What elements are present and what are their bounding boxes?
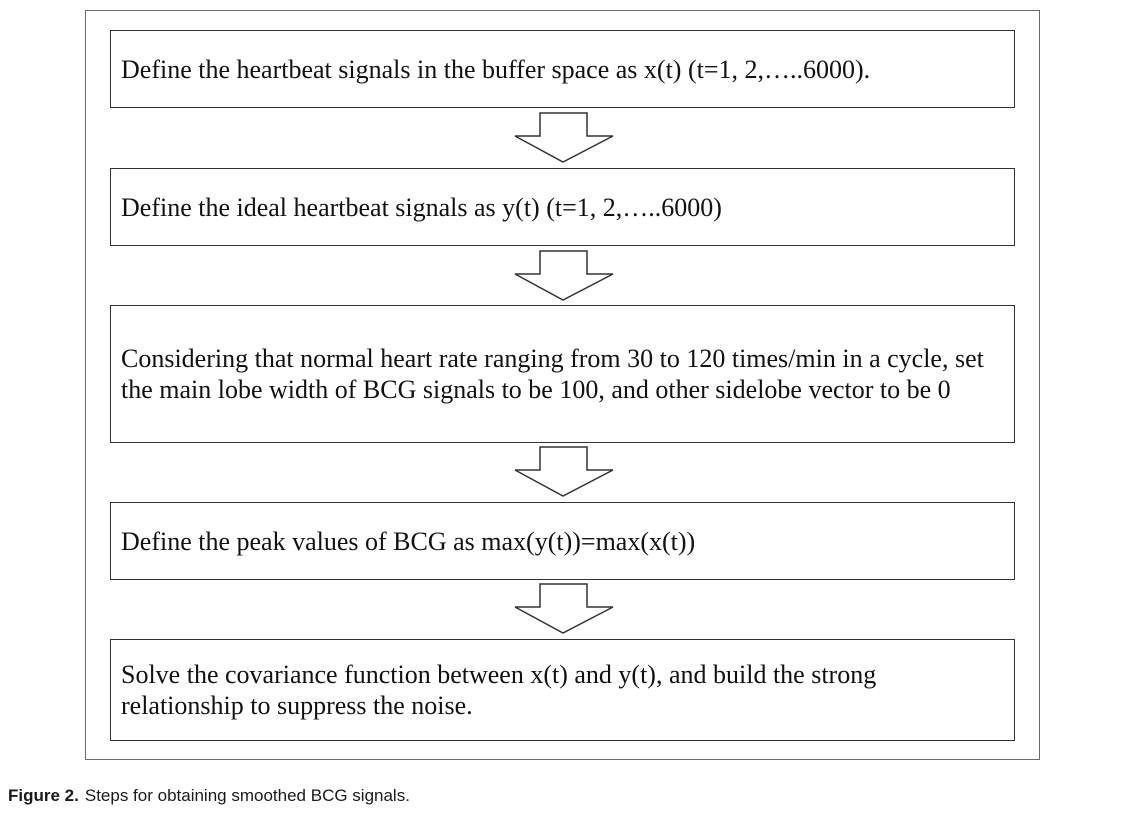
step-5-text: Solve the covariance function between x(t) and y(t), and build the strong relationship to suppress the noise. xyxy=(121,660,877,720)
step-3-box xyxy=(110,305,1015,443)
figure-caption-text: Steps for obtaining smoothed BCG signals. xyxy=(84,786,410,805)
figure-label: Figure 2. xyxy=(8,786,79,805)
figure-caption xyxy=(8,786,410,806)
step-5-box xyxy=(110,639,1015,741)
step-2-text: Define the ideal heartbeat signals as y(t) (t=1, 2,…..6000) xyxy=(121,192,722,222)
step-2-box xyxy=(110,168,1015,246)
step-1-box xyxy=(110,30,1015,108)
step-4-text: Define the peak values of BCG as max(y(t))=max(x(t)) xyxy=(121,526,696,556)
down-arrow-icon xyxy=(513,112,615,164)
step-3-text: Considering that normal heart rate ranging from 30 to 120 times/min in a cycle, set the main lobe width of BCG signals to be 100, and other sidelobe vector to be 0 xyxy=(121,344,984,404)
step-1-text: Define the heartbeat signals in the buffer space as x(t) (t=1, 2,…..6000). xyxy=(121,54,871,84)
down-arrow-icon xyxy=(513,583,615,635)
down-arrow-icon xyxy=(513,446,615,498)
down-arrow-icon xyxy=(513,250,615,302)
step-4-box xyxy=(110,502,1015,580)
